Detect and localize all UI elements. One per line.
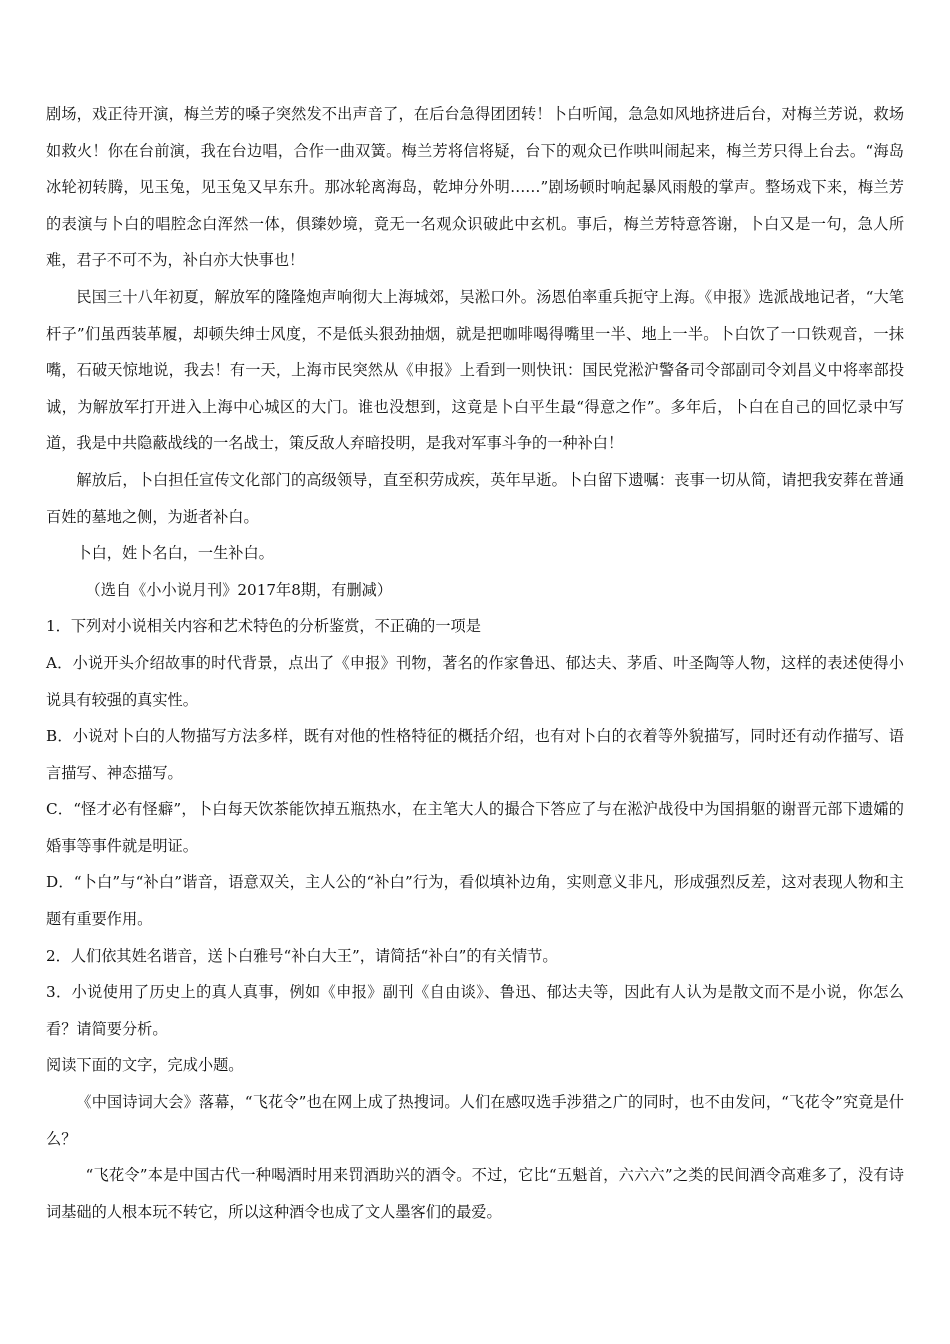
question-1-option-c: C．“怪才必有怪癖”，卜白每天饮茶能饮掉五瓶热水，在主笔大人的撮合下答应了与在淞沪战役中为国捐躯的谢晋元部下遗孀的婚事等事件就是明证。 — [46, 800, 904, 855]
passage-paragraph: “飞花令”本是中国古代一种喝酒时用来罚酒助兴的酒令。不过，它比“五魁首，六六六”之类的民间酒令高难多了，没有诗词基础的人根本玩不转它，所以这种酒令也成了文人墨客们的最爱。 — [46, 1166, 904, 1221]
story-paragraph: 卜白，姓卜名白，一生补白。 — [76, 544, 274, 563]
question-1-option-b: B．小说对卜白的人物描写方法多样，既有对他的性格特征的概括介绍，也有对卜白的衣着等外貌描写，同时还有动作描写、语言描写、神态描写。 — [46, 727, 904, 782]
question-3: 3．小说使用了历史上的真人真事，例如《申报》副刊《自由谈》、鲁迅、郁达夫等，因此有人认为是散文而不是小说，你怎么看？请简要分析。 — [46, 983, 904, 1038]
story-paragraph: 解放后，卜白担任宣传文化部门的高级领导，直至积劳成疾，英年早逝。卜白留下遗嘱：丧事一切从简，请把我安葬在普通百姓的墓地之侧，为逝者补白。 — [46, 470, 904, 526]
story-paragraph: 剧场，戏正待开演，梅兰芳的嗓子突然发不出声音了，在后台急得团团转！卜白听闻，急急如风地挤进后台，对梅兰芳说，救场如救火！你在台前演，我在台边唱，合作一曲双簧。梅兰芳将信将疑，台下的观众已作哄叫闹起来，梅兰芳只得上台去。“海岛冰轮初转腾，见玉兔，见玉兔又早东升。那冰轮离海岛，乾坤分外明……”剧场顿时响起暴风雨般的掌声。整场戏下来，梅兰芳的表演与卜白的唱腔念白浑然一体，俱臻妙境，竟无一名观众识破此中玄机。事后，梅兰芳特意答谢，卜白又是一句，急人所难，君子不可不为，补白亦大快事也！ — [46, 105, 904, 270]
question-1-option-a: A．小说开头介绍故事的时代背景，点出了《申报》刊物，著名的作家鲁迅、郁达夫、茅盾、叶圣陶等人物，这样的表述使得小说具有较强的真实性。 — [46, 653, 904, 709]
question-1-option-d: D．“卜白”与“补白”谐音，语意双关，主人公的“补白”行为，看似填补边角，实则意义非凡，形成强烈反差，这对表现人物和主题有重要作用。 — [46, 873, 904, 929]
passage-paragraph: 《中国诗词大会》落幕，“飞花令”也在网上成了热搜词。人们在感叹选手涉猎之广的同时，也不由发问，“飞花令”究竟是什么？ — [46, 1093, 904, 1148]
reading-instruction: 阅读下面的文字，完成小题。 — [46, 1056, 244, 1075]
question-2: 2．人们依其姓名谐音，送卜白雅号“补白大王”，请简括“补白”的有关情节。 — [46, 946, 558, 965]
document-page — [46, 96, 904, 1230]
story-source-citation: （选自《小小说月刊》2017年8期，有删减） — [85, 580, 393, 599]
question-1-stem: 1．下列对小说相关内容和艺术特色的分析鉴赏，不正确的一项是 — [46, 617, 481, 636]
story-paragraph: 民国三十八年初夏，解放军的隆隆炮声响彻大上海城郊，吴淞口外。汤恩伯率重兵扼守上海。《申报》选派战地记者，“大笔杆子”们虽西装革履，却顿失绅士风度，不是低头狠劲抽烟，就是把咖啡喝得嘴里一半、地上一半。卜白饮了一口铁观音，一抹嘴，石破天惊地说，我去！有一天，上海市民突然从《申报》上看到一则快讯：国民党淞沪警备司令部副司令刘昌义中将率部投诚，为解放军打开进入上海中心城区的大门。谁也没想到，这竟是卜白平生最“得意之作”。多年后，卜白在自己的回忆录中写道，我是中共隐蔽战线的一名战士，策反敌人弃暗投明，是我对军事斗争的一种补白！ — [46, 287, 904, 453]
